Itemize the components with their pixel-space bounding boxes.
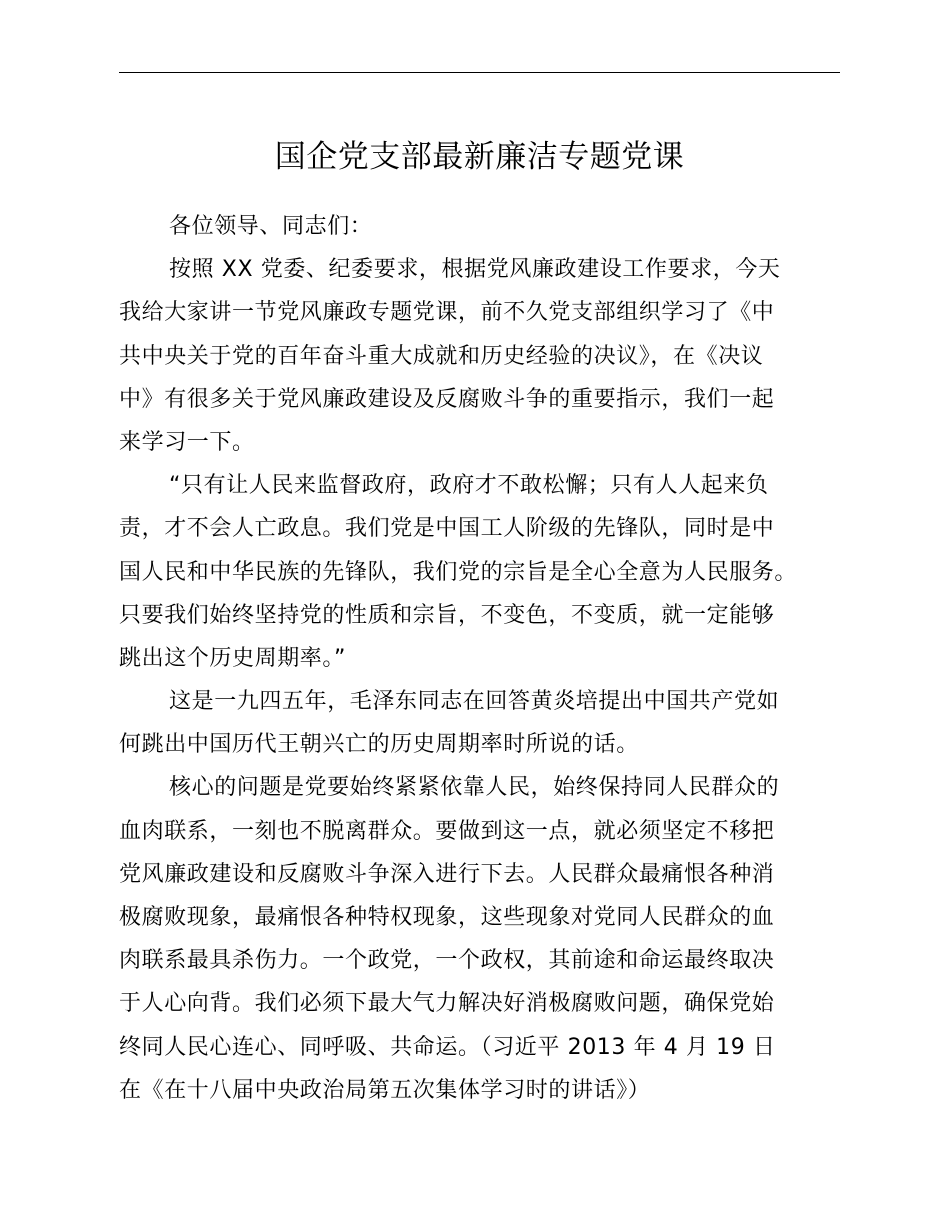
body-line: 这是一九四五年，毛泽东同志在回答黄炎培提出中国共产党如 xyxy=(169,689,780,715)
header-rule xyxy=(119,72,840,73)
body-line: 各位领导、同志们： xyxy=(169,214,373,239)
document-title: 国企党支部最新廉洁专题党课 xyxy=(274,139,685,175)
body-line: 国人民和中华民族的先锋队，我们党的宗旨是全心全意为人民服务。 xyxy=(119,559,798,585)
body-line: 何跳出中国历代王朝兴亡的历史周期率时所说的话。 xyxy=(119,732,639,758)
body-line: 在《在十八届中央政治局第五次集体学习时的讲话》） xyxy=(119,1077,651,1103)
body-line: 只要我们始终坚持党的性质和宗旨，不变色，不变质，就一定能够 xyxy=(119,602,775,628)
body-line: 血肉联系，一刻也不脱离群众。要做到这一点，就必须坚定不移把 xyxy=(119,818,775,844)
body-line: “只有让人民来监督政府，政府才不敢松懈；只有人人起来负 xyxy=(169,473,769,499)
body-line: 共中央关于党的百年奋斗重大成就和历史经验的决议》，在《决议 xyxy=(119,343,764,369)
document-body xyxy=(119,205,843,1112)
body-line: 按照 XX 党委、纪委要求，根据党风廉政建设工作要求，今天 xyxy=(169,257,781,283)
body-line: 终同人民心连心、同呼吸、共命运。（习近平 2013 年 4 月 19 日 xyxy=(119,1034,776,1060)
body-line: 责，才不会人亡政息。我们党是中国工人阶级的先锋队，同时是中 xyxy=(119,516,775,542)
body-line: 来学习一下。 xyxy=(119,429,255,455)
body-line: 极腐败现象，最痛恨各种特权现象，这些现象对党同人民群众的血 xyxy=(119,905,775,930)
body-line: 于人心向背。我们必须下最大气力解决好消极腐败问题，确保党始 xyxy=(119,991,775,1017)
body-line: 肉联系最具杀伤力。一个政党，一个政权，其前途和命运最终取决 xyxy=(119,948,775,974)
body-line: 我给大家讲一节党风廉政专题党课，前不久党支部组织学习了《中 xyxy=(119,300,775,326)
body-line: 党风廉政建设和反腐败斗争深入进行下去。人民群众最痛恨各种消 xyxy=(119,861,775,887)
body-line: 核心的问题是党要始终紧紧依靠人民，始终保持同人民群众的 xyxy=(169,775,780,801)
body-line: 跳出这个历史周期率。” xyxy=(119,645,346,671)
body-line: 中》有很多关于党风廉政建设及反腐败斗争的重要指示，我们一起 xyxy=(119,386,775,412)
